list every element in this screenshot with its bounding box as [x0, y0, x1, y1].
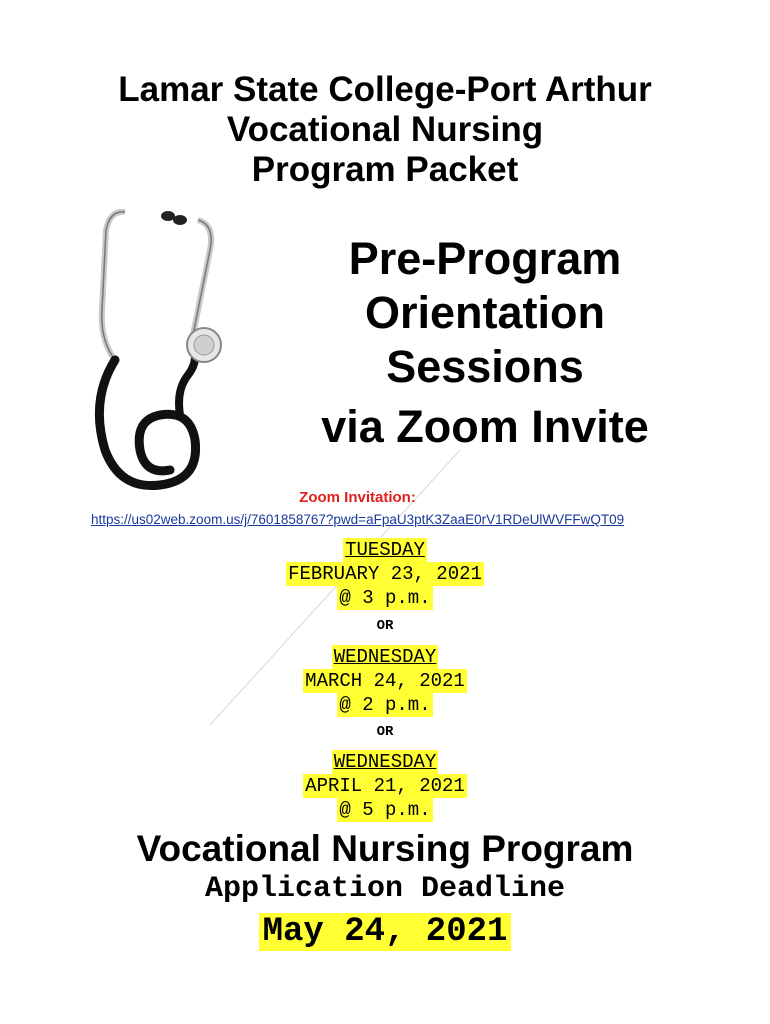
- session-1-date: FEBRUARY 23, 2021: [288, 563, 482, 585]
- application-deadline-label: Application Deadline: [204, 872, 566, 906]
- session-1: [0, 538, 770, 610]
- or-separator-1: OR: [376, 618, 394, 634]
- title-line-packet: Program Packet: [251, 150, 519, 189]
- session-1-time: @ 3 p.m.: [339, 587, 431, 609]
- orientation-line-1: Pre-Program: [348, 233, 622, 284]
- orientation-line-3: Sessions: [386, 341, 584, 392]
- session-3-day: WEDNESDAY: [333, 751, 437, 773]
- program-heading: Vocational Nursing Program: [136, 828, 634, 869]
- zoom-invitation-link[interactable]: https://us02web.zoom.us/j/7601858767?pwd=aFpaU3ptK3ZaaE0rV1RDeUlWVFFwQT09: [91, 512, 625, 527]
- or-separator-2: OR: [376, 724, 394, 740]
- session-2-day: WEDNESDAY: [333, 646, 437, 668]
- session-2: [0, 645, 770, 717]
- application-deadline-date: [0, 913, 770, 951]
- title-line-program: Vocational Nursing: [226, 110, 544, 149]
- document-title: [0, 70, 770, 190]
- session-2-date: MARCH 24, 2021: [305, 670, 465, 692]
- orientation-line-2: Orientation: [364, 287, 605, 338]
- session-3-date: APRIL 21, 2021: [305, 775, 465, 797]
- orientation-heading: [300, 232, 670, 454]
- zoom-invitation-label: Zoom Invitation:: [299, 489, 416, 506]
- deadline-date-text: May 24, 2021: [259, 913, 512, 951]
- title-line-college: Lamar State College-Port Arthur: [118, 70, 652, 109]
- session-3-time: @ 5 p.m.: [339, 799, 431, 821]
- session-2-time: @ 2 p.m.: [339, 694, 431, 716]
- session-1-day: TUESDAY: [345, 539, 425, 561]
- orientation-line-4: via Zoom Invite: [321, 401, 649, 452]
- session-3: [0, 750, 770, 822]
